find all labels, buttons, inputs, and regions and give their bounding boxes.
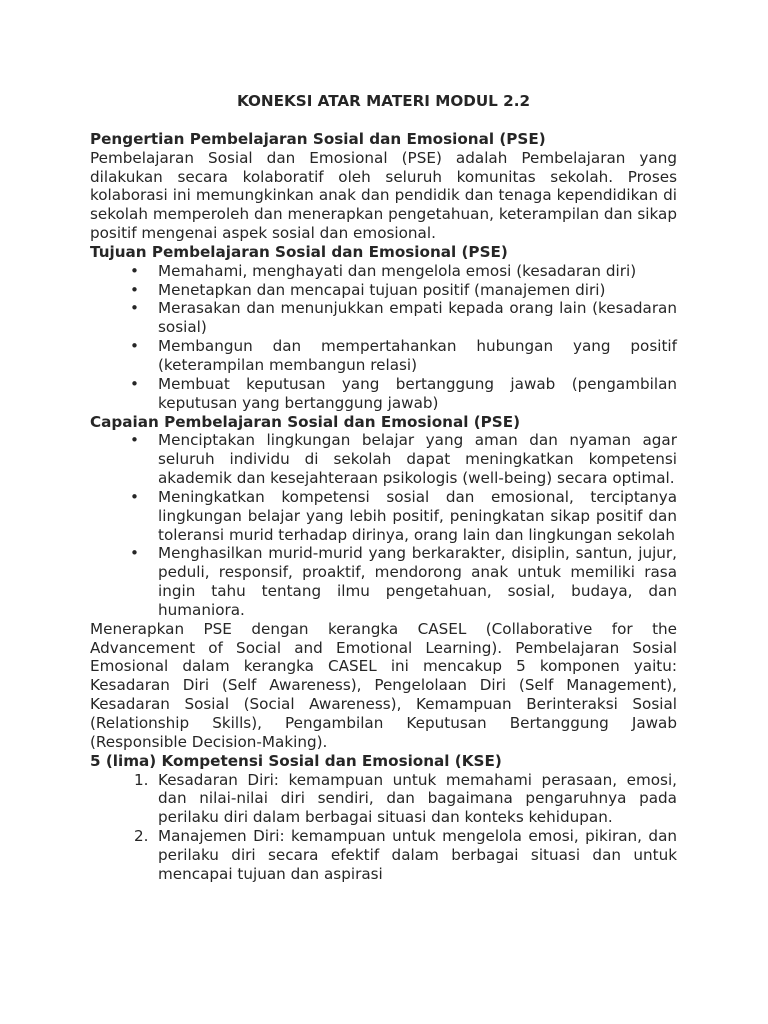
list-item: [90, 337, 677, 375]
list-item: [90, 281, 677, 300]
list-item: [90, 827, 677, 884]
bullet-icon: •: [130, 337, 139, 356]
paragraph-pengertian-pse: Pembelajaran Sosial dan Emosional (PSE) adalah Pembelajaran yang dilakukan secara kolaboratif oleh seluruh komunitas sekolah. Proses kolaborasi ini memungkinkan anak dan pendidik dan tenaga kependidikan di sekolah memperoleh dan menerapkan pengetahuan, keterampilan dan sikap positif mengenai aspek sosial dan emosional.: [90, 148, 677, 243]
list-item: [90, 299, 677, 337]
bullet-icon: •: [130, 431, 139, 450]
list-item: [90, 771, 677, 828]
heading-pengertian-pse: Pengertian Pembelajaran Sosial dan Emosional (PSE): [90, 129, 546, 148]
list-item: [90, 488, 677, 545]
bullet-icon: •: [130, 544, 139, 563]
list-item-text: Menghasilkan murid-murid yang berkarakter, disiplin, santun, jujur, peduli, responsif, proaktif, mendorong anak untuk memiliki rasa ingin tahu tentang ilmu pengetahuan, sosial, budaya, dan humaniora.: [158, 544, 677, 619]
list-item: [90, 544, 677, 619]
heading-tujuan-pse: Tujuan Pembelajaran Sosial dan Emosional (PSE): [90, 242, 508, 261]
list-item-text: Memahami, menghayati dan mengelola emosi (kesadaran diri): [158, 261, 637, 280]
heading-kompetensi-kse: 5 (lima) Kompetensi Sosial dan Emosional (KSE): [90, 751, 502, 770]
list-item-text: Manajemen Diri: kemampuan untuk mengelola emosi, pikiran, dan perilaku diri secara efektif dalam berbagai situasi dan untuk mencapai tujuan dan aspirasi: [158, 827, 677, 883]
document-title: KONEKSI ATAR MATERI MODUL 2.2: [236, 92, 531, 110]
list-capaian-pse: [90, 431, 677, 619]
document-page: [90, 92, 677, 884]
list-item-text: Meningkatkan kompetensi sosial dan emosional, terciptanya lingkungan belajar yang lebih positif, peningkatan sikap positif dan toleransi murid terhadap dirinya, orang lain dan lingkungan sekolah: [158, 487, 677, 544]
heading-capaian-pse: Capaian Pembelajaran Sosial dan Emosional (PSE): [90, 412, 521, 431]
bullet-icon: •: [130, 280, 139, 299]
bullet-icon: •: [130, 374, 139, 393]
bullet-icon: •: [130, 261, 139, 280]
list-item-text: Merasakan dan menunjukkan empati kepada orang lain (kesadaran sosial): [158, 299, 677, 337]
list-item-text: Kesadaran Diri: kemampuan untuk memahami perasaan, emosi, dan nilai-nilai diri sendiri, dan bagaimana pengaruhnya pada perilaku diri dalam berbagai situasi dan konteks kehidupan.: [158, 770, 677, 827]
bullet-icon: •: [130, 299, 139, 318]
list-kompetensi-kse: [90, 771, 677, 884]
list-item-text: Menciptakan lingkungan belajar yang aman dan nyaman agar seluruh individu di sekolah dapat meningkatkan kompetensi akademik dan kesejahteraan psikologis (well-being) secara optimal.: [158, 431, 677, 488]
list-number: 1.: [134, 770, 149, 789]
paragraph-casel: Menerapkan PSE dengan kerangka CASEL (Collaborative for the Advancement of Social and Emotional Learning). Pembelajaran Sosial Emosional dalam kerangka CASEL ini mencakup 5 komponen yaitu: Kesadaran Diri (Self Awareness), Pengelolaan Diri (Self Management), Kesadaran Sosial (Social Awareness), Kemampuan Berinteraksi Sosial (Relationship Skills), Pengambilan Keputusan Bertanggung Jawab (Responsible Decision-Making).: [90, 619, 677, 751]
list-tujuan-pse: [90, 262, 677, 413]
list-item: [90, 262, 677, 281]
list-number: 2.: [134, 827, 149, 846]
list-item-text: Membuat keputusan yang bertanggung jawab (pengambilan keputusan yang bertanggung jawab): [158, 374, 677, 412]
bullet-icon: •: [130, 487, 139, 506]
list-item: [90, 431, 677, 488]
list-item-text: Membangun dan mempertahankan hubungan yang positif (keterampilan membangun relasi): [158, 337, 677, 374]
list-item: [90, 375, 677, 413]
list-item-text: Menetapkan dan mencapai tujuan positif (manajemen diri): [158, 280, 606, 299]
